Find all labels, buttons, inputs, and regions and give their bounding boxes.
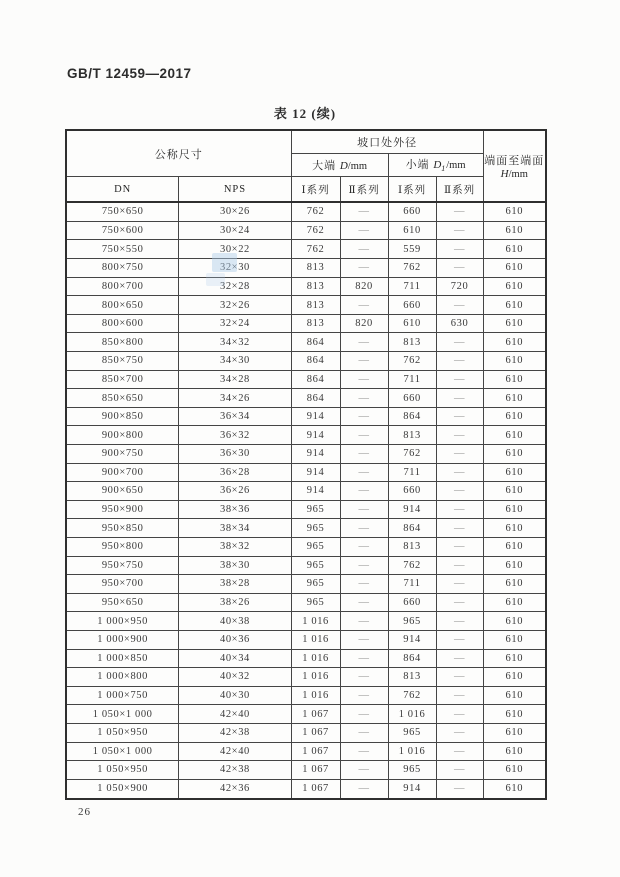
header-row-1 bbox=[66, 130, 546, 154]
cell: — bbox=[436, 723, 483, 742]
cell: 610 bbox=[483, 519, 546, 538]
cell: 1 050×950 bbox=[66, 761, 179, 780]
cell: 813 bbox=[291, 314, 340, 333]
cell: 42×40 bbox=[179, 705, 291, 724]
table-row bbox=[66, 779, 546, 799]
cell: 762 bbox=[291, 240, 340, 259]
cell: — bbox=[436, 463, 483, 482]
cell: 610 bbox=[483, 407, 546, 426]
cell: 914 bbox=[291, 482, 340, 501]
cell: 914 bbox=[388, 630, 436, 649]
table-row bbox=[66, 389, 546, 408]
small-end-subscript: 1 bbox=[441, 164, 447, 174]
cell: — bbox=[340, 296, 388, 315]
cell: — bbox=[436, 537, 483, 556]
table-row bbox=[66, 202, 546, 221]
cell: 610 bbox=[483, 370, 546, 389]
cell: 610 bbox=[483, 705, 546, 724]
cell: 610 bbox=[483, 445, 546, 464]
table-row bbox=[66, 575, 546, 594]
cell: — bbox=[340, 723, 388, 742]
cell: 660 bbox=[388, 482, 436, 501]
table-row bbox=[66, 445, 546, 464]
cell: 813 bbox=[388, 668, 436, 687]
cell: — bbox=[340, 500, 388, 519]
cell: 610 bbox=[483, 779, 546, 799]
cell: 610 bbox=[483, 742, 546, 761]
cell: — bbox=[436, 519, 483, 538]
table-row bbox=[66, 240, 546, 259]
table-row bbox=[66, 705, 546, 724]
cell: 914 bbox=[291, 463, 340, 482]
table-row bbox=[66, 426, 546, 445]
cell: 1 016 bbox=[291, 630, 340, 649]
cell: 900×750 bbox=[66, 445, 179, 464]
cell: 32×24 bbox=[179, 314, 291, 333]
cell: — bbox=[340, 221, 388, 240]
cell: 32×26 bbox=[179, 296, 291, 315]
cell: — bbox=[436, 500, 483, 519]
cell: 850×700 bbox=[66, 370, 179, 389]
cell: 762 bbox=[388, 686, 436, 705]
cell: — bbox=[340, 630, 388, 649]
cell: 762 bbox=[388, 556, 436, 575]
cell: 1 050×1 000 bbox=[66, 742, 179, 761]
cell: — bbox=[436, 742, 483, 761]
cell: 950×850 bbox=[66, 519, 179, 538]
cell: — bbox=[340, 482, 388, 501]
cell: 1 016 bbox=[388, 705, 436, 724]
cell: 38×26 bbox=[179, 593, 291, 612]
cell: 850×800 bbox=[66, 333, 179, 352]
table-row bbox=[66, 277, 546, 296]
face-to-face-unit: /mm bbox=[508, 169, 528, 180]
table-row bbox=[66, 723, 546, 742]
cell: — bbox=[340, 779, 388, 799]
cell: 850×750 bbox=[66, 352, 179, 371]
large-end-unit: /mm bbox=[347, 161, 368, 172]
cell: 40×36 bbox=[179, 630, 291, 649]
table-row bbox=[66, 761, 546, 780]
cell: — bbox=[436, 296, 483, 315]
cell: — bbox=[340, 445, 388, 464]
table-row bbox=[66, 649, 546, 668]
cell: — bbox=[436, 333, 483, 352]
header-series-2-d1: Ⅱ系列 bbox=[436, 177, 483, 203]
cell: — bbox=[340, 259, 388, 278]
cell: 610 bbox=[483, 537, 546, 556]
header-dn: DN bbox=[66, 177, 179, 203]
cell: — bbox=[340, 519, 388, 538]
cell: 40×32 bbox=[179, 668, 291, 687]
cell: 762 bbox=[388, 445, 436, 464]
cell: — bbox=[436, 482, 483, 501]
cell: 864 bbox=[291, 389, 340, 408]
cell: — bbox=[436, 240, 483, 259]
cell: — bbox=[340, 612, 388, 631]
cell: 38×28 bbox=[179, 575, 291, 594]
table-row bbox=[66, 742, 546, 761]
cell: 38×32 bbox=[179, 537, 291, 556]
cell: — bbox=[436, 259, 483, 278]
cell: 1 067 bbox=[291, 742, 340, 761]
cell: — bbox=[436, 593, 483, 612]
cell: 1 016 bbox=[291, 668, 340, 687]
cell: 813 bbox=[388, 333, 436, 352]
cell: 1 050×950 bbox=[66, 723, 179, 742]
small-end-symbol: D bbox=[433, 159, 442, 172]
table-row bbox=[66, 407, 546, 426]
cell: 1 000×950 bbox=[66, 612, 179, 631]
cell: 34×30 bbox=[179, 352, 291, 371]
cell: 965 bbox=[388, 612, 436, 631]
table-row bbox=[66, 630, 546, 649]
cell: 610 bbox=[483, 630, 546, 649]
scan-watermark-blob bbox=[212, 253, 237, 272]
cell: 610 bbox=[483, 277, 546, 296]
cell: — bbox=[436, 761, 483, 780]
cell: 864 bbox=[388, 519, 436, 538]
table-row bbox=[66, 686, 546, 705]
cell: 38×36 bbox=[179, 500, 291, 519]
cell: — bbox=[340, 407, 388, 426]
cell: 32×28 bbox=[179, 277, 291, 296]
cell: 750×550 bbox=[66, 240, 179, 259]
cell: 34×32 bbox=[179, 333, 291, 352]
cell: — bbox=[436, 668, 483, 687]
cell: 1 050×900 bbox=[66, 779, 179, 799]
cell: 820 bbox=[340, 277, 388, 296]
dimension-table bbox=[65, 129, 547, 800]
cell: 610 bbox=[388, 221, 436, 240]
cell: 30×24 bbox=[179, 221, 291, 240]
cell: 30×22 bbox=[179, 240, 291, 259]
cell: 711 bbox=[388, 370, 436, 389]
cell: 610 bbox=[483, 500, 546, 519]
cell: 813 bbox=[291, 296, 340, 315]
cell: 36×26 bbox=[179, 482, 291, 501]
cell: 813 bbox=[291, 259, 340, 278]
cell: 610 bbox=[483, 352, 546, 371]
cell: 914 bbox=[291, 407, 340, 426]
cell: 950×800 bbox=[66, 537, 179, 556]
cell: 610 bbox=[483, 723, 546, 742]
cell: 813 bbox=[291, 277, 340, 296]
cell: 32×30 bbox=[179, 259, 291, 278]
cell: 750×650 bbox=[66, 202, 179, 221]
cell: 813 bbox=[388, 426, 436, 445]
cell: 900×850 bbox=[66, 407, 179, 426]
header-bevel-od: 坡口处外径 bbox=[291, 130, 483, 154]
cell: — bbox=[340, 463, 388, 482]
cell: 610 bbox=[483, 463, 546, 482]
cell: 800×700 bbox=[66, 277, 179, 296]
cell: — bbox=[340, 742, 388, 761]
cell: 610 bbox=[483, 612, 546, 631]
cell: 610 bbox=[483, 333, 546, 352]
cell: 34×26 bbox=[179, 389, 291, 408]
cell: — bbox=[340, 537, 388, 556]
header-large-end bbox=[291, 154, 388, 177]
cell: 720 bbox=[436, 277, 483, 296]
cell: 950×700 bbox=[66, 575, 179, 594]
small-end-label: 小端 bbox=[405, 159, 434, 172]
cell: — bbox=[436, 612, 483, 631]
cell: 610 bbox=[483, 389, 546, 408]
cell: 864 bbox=[291, 370, 340, 389]
cell: — bbox=[436, 445, 483, 464]
cell: — bbox=[340, 333, 388, 352]
cell: 950×900 bbox=[66, 500, 179, 519]
cell: 1 016 bbox=[291, 686, 340, 705]
cell: 40×34 bbox=[179, 649, 291, 668]
cell: 950×650 bbox=[66, 593, 179, 612]
cell: 1 000×900 bbox=[66, 630, 179, 649]
table-row bbox=[66, 370, 546, 389]
large-end-symbol: D bbox=[339, 160, 348, 172]
cell: 864 bbox=[291, 333, 340, 352]
cell: 610 bbox=[483, 593, 546, 612]
header-nps: NPS bbox=[179, 177, 291, 203]
cell: 610 bbox=[483, 761, 546, 780]
cell: 610 bbox=[483, 296, 546, 315]
table-row bbox=[66, 612, 546, 631]
cell: 660 bbox=[388, 202, 436, 221]
cell: 1 016 bbox=[291, 649, 340, 668]
table-row bbox=[66, 668, 546, 687]
large-end-label: 大端 bbox=[312, 160, 340, 172]
cell: 965 bbox=[388, 761, 436, 780]
cell: — bbox=[340, 761, 388, 780]
cell: — bbox=[340, 668, 388, 687]
table-row bbox=[66, 296, 546, 315]
scan-watermark-blob bbox=[206, 273, 225, 286]
cell: 559 bbox=[388, 240, 436, 259]
cell: 864 bbox=[388, 407, 436, 426]
cell: 610 bbox=[483, 314, 546, 333]
cell: 965 bbox=[291, 575, 340, 594]
cell: 820 bbox=[340, 314, 388, 333]
cell: — bbox=[340, 202, 388, 221]
cell: 1 000×750 bbox=[66, 686, 179, 705]
cell: 40×30 bbox=[179, 686, 291, 705]
table-body bbox=[66, 202, 546, 799]
cell: 965 bbox=[291, 500, 340, 519]
cell: 34×28 bbox=[179, 370, 291, 389]
header-small-end bbox=[388, 154, 483, 177]
header-face-to-face bbox=[483, 130, 546, 202]
table-row bbox=[66, 482, 546, 501]
cell: 30×26 bbox=[179, 202, 291, 221]
cell: 711 bbox=[388, 277, 436, 296]
cell: — bbox=[436, 705, 483, 724]
cell: 660 bbox=[388, 593, 436, 612]
cell: 711 bbox=[388, 575, 436, 594]
cell: — bbox=[436, 779, 483, 799]
cell: 762 bbox=[388, 259, 436, 278]
cell: — bbox=[340, 389, 388, 408]
cell: 42×36 bbox=[179, 779, 291, 799]
cell: 950×750 bbox=[66, 556, 179, 575]
cell: 40×38 bbox=[179, 612, 291, 631]
cell: 610 bbox=[483, 482, 546, 501]
cell: 965 bbox=[291, 519, 340, 538]
small-end-unit: /mm bbox=[446, 160, 466, 172]
cell: 610 bbox=[483, 556, 546, 575]
cell: 762 bbox=[291, 202, 340, 221]
table-row bbox=[66, 519, 546, 538]
cell: 610 bbox=[483, 221, 546, 240]
table-row bbox=[66, 537, 546, 556]
cell: 750×600 bbox=[66, 221, 179, 240]
cell: — bbox=[436, 370, 483, 389]
cell: 914 bbox=[291, 445, 340, 464]
table-row bbox=[66, 556, 546, 575]
cell: — bbox=[436, 575, 483, 594]
cell: 864 bbox=[388, 649, 436, 668]
cell: — bbox=[340, 426, 388, 445]
cell: — bbox=[340, 649, 388, 668]
cell: — bbox=[340, 240, 388, 259]
cell: — bbox=[340, 593, 388, 612]
face-to-face-symbol: H bbox=[500, 168, 509, 180]
header-nominal-size: 公称尺寸 bbox=[66, 130, 291, 177]
cell: 762 bbox=[388, 352, 436, 371]
cell: 610 bbox=[483, 649, 546, 668]
cell: — bbox=[436, 407, 483, 426]
table-row bbox=[66, 463, 546, 482]
cell: 630 bbox=[436, 314, 483, 333]
cell: 42×40 bbox=[179, 742, 291, 761]
header-series-1-d1: Ⅰ系列 bbox=[388, 177, 436, 203]
cell: 813 bbox=[388, 537, 436, 556]
cell: 36×28 bbox=[179, 463, 291, 482]
cell: 965 bbox=[388, 723, 436, 742]
cell: 610 bbox=[388, 314, 436, 333]
table-row bbox=[66, 333, 546, 352]
cell: — bbox=[436, 221, 483, 240]
cell: 36×34 bbox=[179, 407, 291, 426]
cell: — bbox=[436, 556, 483, 575]
cell: 762 bbox=[291, 221, 340, 240]
cell: — bbox=[340, 686, 388, 705]
cell: 850×650 bbox=[66, 389, 179, 408]
cell: 610 bbox=[483, 668, 546, 687]
standard-code: GB/T 12459—2017 bbox=[67, 66, 192, 81]
face-to-face-label: 端面至端面 bbox=[484, 155, 545, 167]
cell: 610 bbox=[483, 240, 546, 259]
table-row bbox=[66, 314, 546, 333]
cell: 864 bbox=[291, 352, 340, 371]
table-row bbox=[66, 352, 546, 371]
cell: 1 000×850 bbox=[66, 649, 179, 668]
cell: — bbox=[436, 426, 483, 445]
cell: 800×600 bbox=[66, 314, 179, 333]
cell: 610 bbox=[483, 575, 546, 594]
page-number: 26 bbox=[78, 806, 91, 818]
cell: 965 bbox=[291, 556, 340, 575]
cell: 1 067 bbox=[291, 761, 340, 780]
cell: 900×800 bbox=[66, 426, 179, 445]
header-row-3 bbox=[66, 177, 546, 203]
cell: 914 bbox=[291, 426, 340, 445]
cell: 965 bbox=[291, 593, 340, 612]
cell: 800×750 bbox=[66, 259, 179, 278]
cell: 1 016 bbox=[388, 742, 436, 761]
cell: 800×650 bbox=[66, 296, 179, 315]
cell: 660 bbox=[388, 296, 436, 315]
table-row bbox=[66, 593, 546, 612]
cell: 36×32 bbox=[179, 426, 291, 445]
cell: 660 bbox=[388, 389, 436, 408]
cell: 1 067 bbox=[291, 723, 340, 742]
table-row bbox=[66, 221, 546, 240]
cell: 914 bbox=[388, 779, 436, 799]
cell: 610 bbox=[483, 426, 546, 445]
cell: 914 bbox=[388, 500, 436, 519]
cell: — bbox=[340, 556, 388, 575]
cell: — bbox=[436, 630, 483, 649]
cell: 1 067 bbox=[291, 779, 340, 799]
table-header bbox=[66, 130, 546, 202]
header-series-1-d: Ⅰ系列 bbox=[291, 177, 340, 203]
cell: 711 bbox=[388, 463, 436, 482]
cell: 36×30 bbox=[179, 445, 291, 464]
cell: 1 000×800 bbox=[66, 668, 179, 687]
cell: 610 bbox=[483, 202, 546, 221]
table-row bbox=[66, 259, 546, 278]
cell: 38×30 bbox=[179, 556, 291, 575]
cell: 42×38 bbox=[179, 723, 291, 742]
cell: 900×650 bbox=[66, 482, 179, 501]
cell: — bbox=[340, 705, 388, 724]
cell: 1 067 bbox=[291, 705, 340, 724]
table-row bbox=[66, 500, 546, 519]
cell: — bbox=[340, 370, 388, 389]
cell: — bbox=[340, 352, 388, 371]
cell: — bbox=[436, 352, 483, 371]
cell: — bbox=[436, 389, 483, 408]
cell: — bbox=[340, 575, 388, 594]
cell: — bbox=[436, 202, 483, 221]
cell: 965 bbox=[291, 537, 340, 556]
cell: — bbox=[436, 686, 483, 705]
cell: — bbox=[436, 649, 483, 668]
cell: 38×34 bbox=[179, 519, 291, 538]
cell: 42×38 bbox=[179, 761, 291, 780]
cell: 1 016 bbox=[291, 612, 340, 631]
table-caption: 表 12 (续) bbox=[273, 106, 337, 121]
cell: 610 bbox=[483, 686, 546, 705]
cell: 610 bbox=[483, 259, 546, 278]
cell: 900×700 bbox=[66, 463, 179, 482]
header-series-2-d: Ⅱ系列 bbox=[340, 177, 388, 203]
cell: 1 050×1 000 bbox=[66, 705, 179, 724]
